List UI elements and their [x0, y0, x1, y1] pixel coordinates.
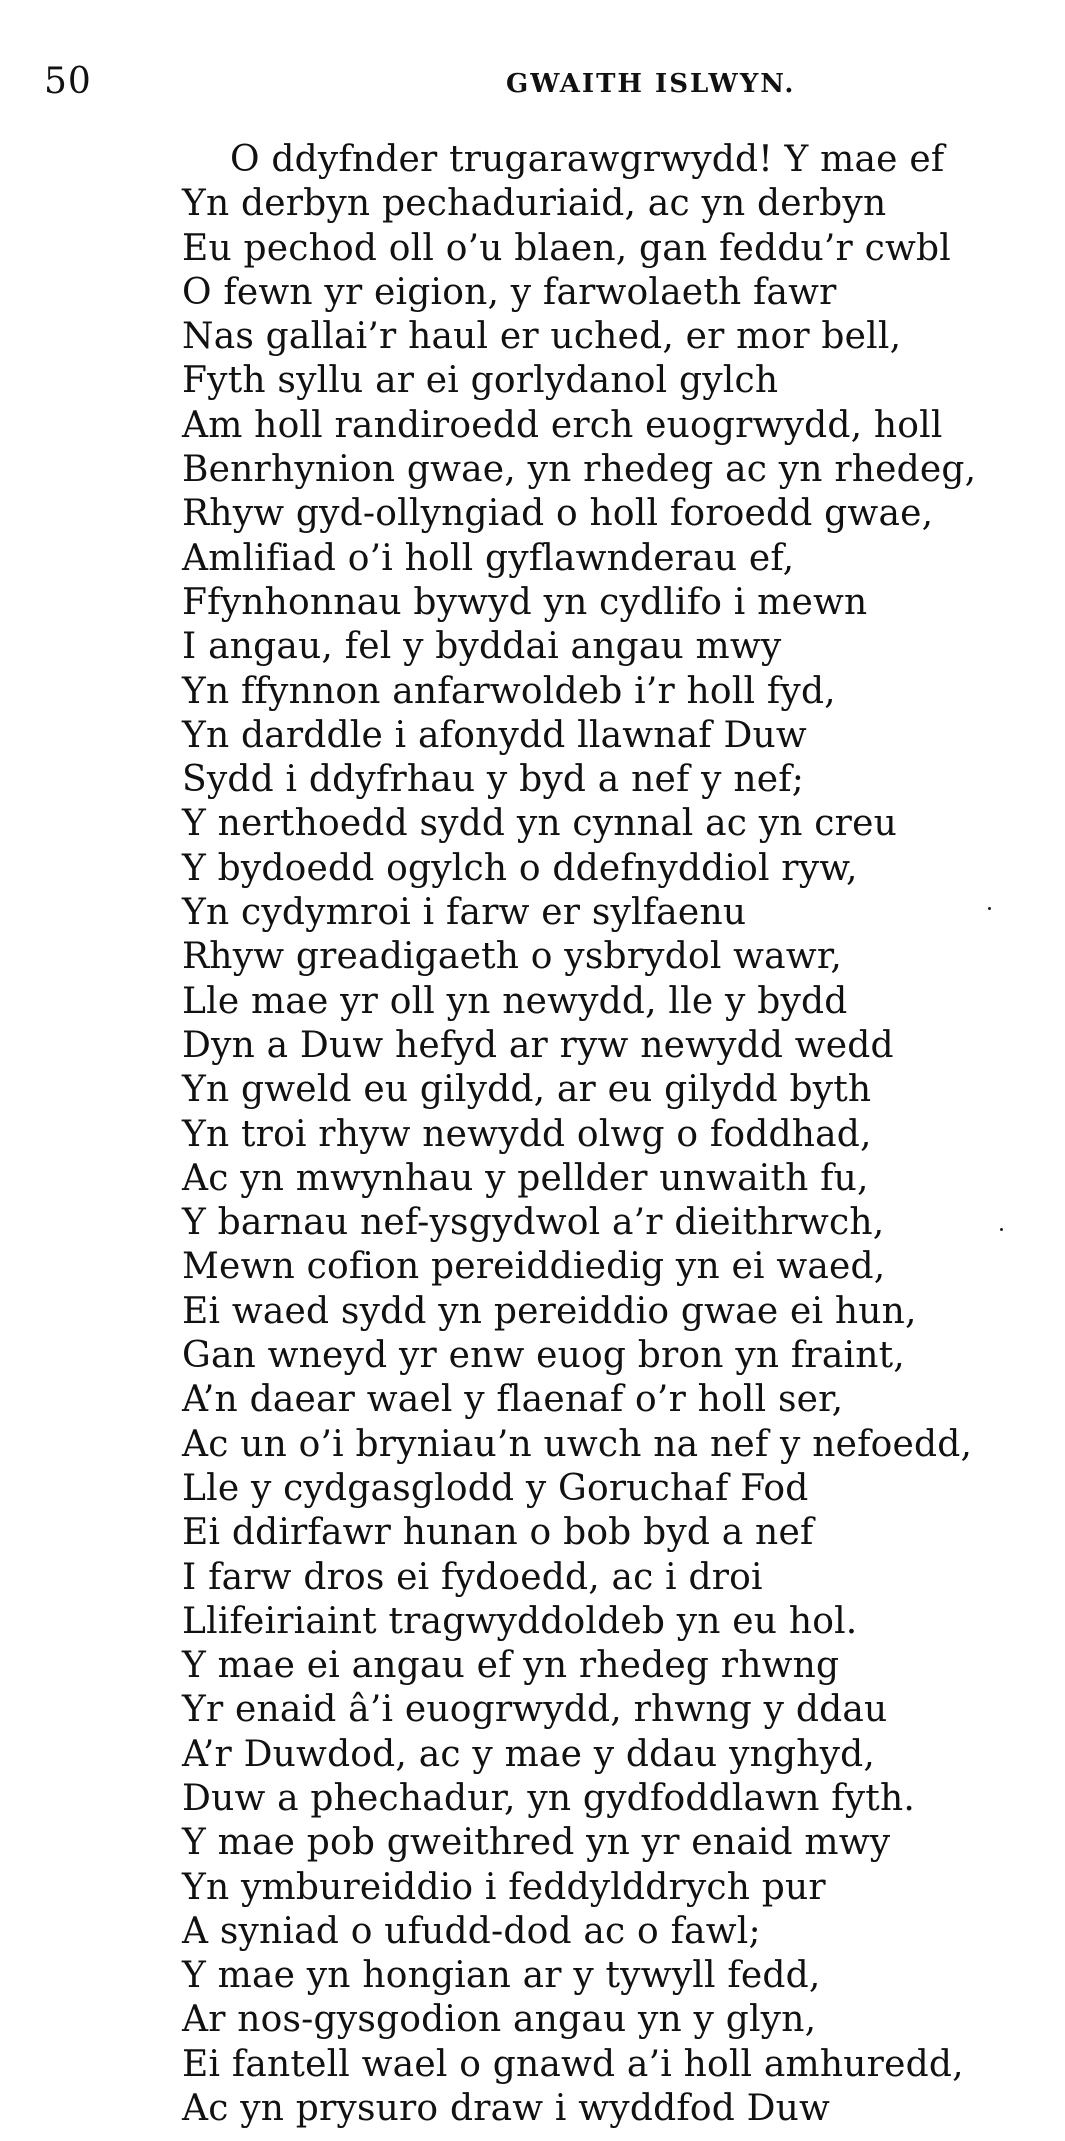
poem-line: Y mae yn hongian ar y tywyll fedd,: [182, 1955, 821, 1997]
poem-line: A’r Duwdod, ac y mae y ddau ynghyd,: [182, 1733, 876, 1775]
running-title: GWAITH ISLWYN.: [506, 69, 796, 99]
poem-line: Gan wneyd yr enw euog bron yn fraint,: [182, 1335, 905, 1377]
poem-line: Ar nos-gysgodion angau yn y glyn,: [182, 1999, 817, 2041]
poem-line: Lle y cydgasglodd y Goruchaf Fod: [182, 1467, 809, 1509]
poem-line: Dyn a Duw hefyd ar ryw newydd wedd: [182, 1024, 894, 1066]
poem-line: Ac yn prysuro draw i wyddfod Duw: [182, 2088, 831, 2130]
poem-line: Eu pechod oll o’u blaen, gan feddu’r cwbl: [182, 227, 951, 269]
poem-line: Yn derbyn pechaduriaid, ac yn derbyn: [182, 183, 887, 225]
poem-line: Rhyw greadigaeth o ysbrydol wawr,: [182, 936, 842, 978]
poem-line: Y barnau nef-ysgydwol a’r dieithrwch,: [182, 1202, 885, 1244]
poem-line: O fewn yr eigion, y farwolaeth fawr: [182, 271, 837, 313]
page-header: [44, 62, 1044, 102]
poem-line: Mewn cofion pereiddiedig yn ei waed,: [182, 1246, 886, 1288]
poem-line: Y mae pob gweithred yn yr enaid mwy: [182, 1822, 891, 1864]
poem-line: Ac un o’i bryniau’n uwch na nef y nefoedd,: [182, 1423, 973, 1465]
poem-line: Nas gallai’r haul er uched, er mor bell,: [182, 316, 902, 358]
poem-line: Ffynhonnau bywyd yn cydlifo i mewn: [182, 581, 868, 623]
poem-line: I angau, fel y byddai angau mwy: [182, 626, 782, 668]
poem-line: Llifeiriaint tragwyddoldeb yn eu hol.: [182, 1600, 858, 1642]
poem-line: Am holl randiroedd erch euogrwydd, holl: [182, 404, 943, 446]
poem-line: Y nerthoedd sydd yn cynnal ac yn creu: [182, 803, 897, 845]
poem-line: Yn darddle i afonydd llawnaf Duw: [182, 714, 807, 756]
poem-line: Amlifiad o’i holl gyflawnderau ef,: [182, 537, 795, 579]
poem-line: Sydd i ddyfrhau y byd a nef y nef;: [182, 759, 805, 801]
poem-line: Yn ymbureiddio i feddylddrych pur: [182, 1866, 826, 1908]
poem-line: Yr enaid â’i euogrwydd, rhwng y ddau: [182, 1689, 888, 1731]
poem-line: Ei waed sydd yn pereiddio gwae ei hun,: [182, 1290, 917, 1332]
poem-line: Ei fantell wael o gnawd a’i holl amhuredd,: [182, 2043, 964, 2085]
poem-line: Y mae ei angau ef yn rhedeg rhwng: [182, 1645, 840, 1687]
poem-line: Yn ffynnon anfarwoldeb i’r holl fyd,: [182, 670, 836, 712]
poem-line: Lle mae yr oll yn newydd, lle y bydd: [182, 980, 848, 1022]
page-number: 50: [44, 61, 92, 102]
print-speck: [988, 907, 991, 910]
poem-line: Ac yn mwynhau y pellder unwaith fu,: [182, 1157, 869, 1199]
poem-line: I farw dros ei fydoedd, ac i droi: [182, 1556, 763, 1598]
poem-line: A syniad o ufudd-dod ac o fawl;: [182, 1910, 761, 1952]
poem-line: Yn troi rhyw newydd olwg o foddhad,: [182, 1113, 872, 1155]
poem-line: Y bydoedd ogylch o ddefnyddiol ryw,: [182, 847, 858, 889]
print-speck: [1000, 1228, 1003, 1231]
poem-line: Yn gweld eu gilydd, ar eu gilydd byth: [182, 1069, 872, 1111]
poem-text: [182, 138, 1022, 2131]
poem-line: Duw a phechadur, yn gydfoddlawn fyth.: [182, 1777, 915, 1819]
poem-line: Ei ddirfawr hunan o bob byd a nef: [182, 1512, 814, 1554]
poem-line: O ddyfnder trugarawgrwydd! Y mae ef: [230, 139, 945, 180]
poem-line: Rhyw gyd-ollyngiad o holl foroedd gwae,: [182, 493, 934, 535]
poem-line: Benrhynion gwae, yn rhedeg ac yn rhedeg,: [182, 449, 977, 491]
poem-line: Fyth syllu ar ei gorlydanol gylch: [182, 360, 779, 402]
poem-line: A’n daear wael y flaenaf o’r holl ser,: [182, 1379, 844, 1421]
poem-line: Yn cydymroi i farw er sylfaenu: [182, 892, 747, 934]
